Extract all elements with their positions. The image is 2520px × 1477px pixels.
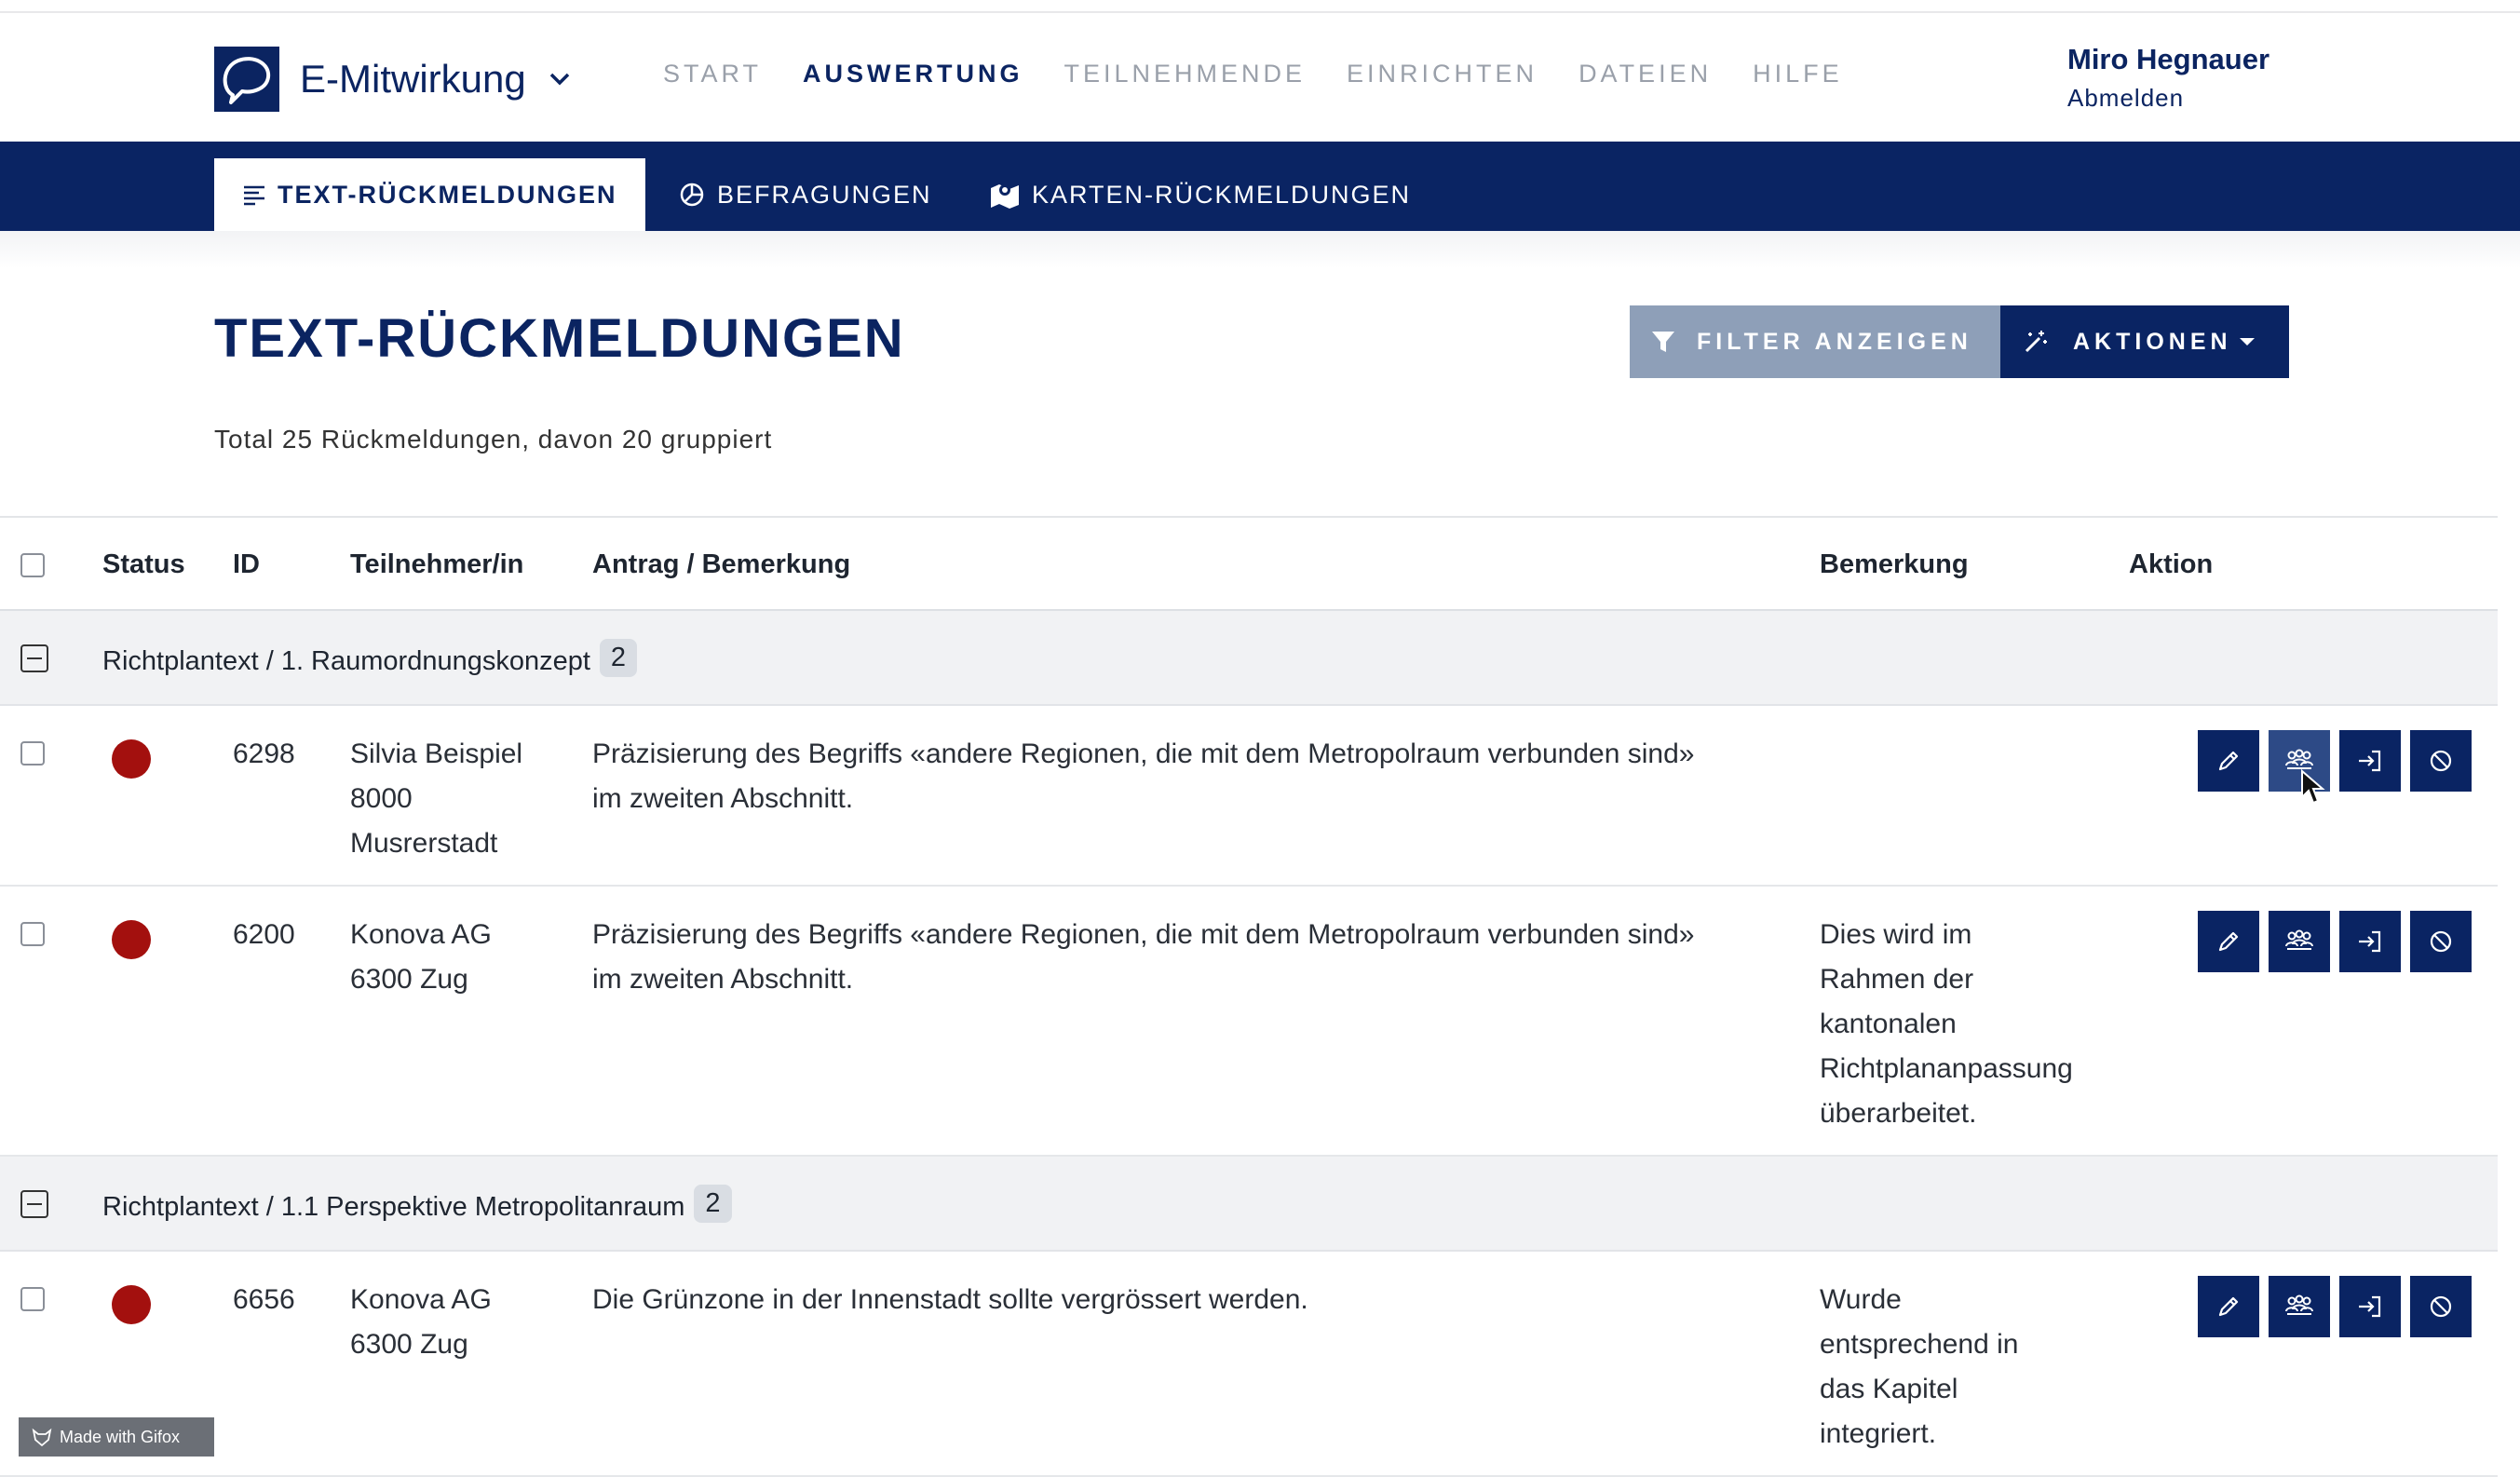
row-motion: [592, 913, 1694, 1002]
participant-name: Konova AG: [350, 919, 492, 950]
tab-label: KARTEN-RÜCKMELDUNGEN: [1032, 180, 1412, 209]
participant-zip: 8000: [350, 783, 413, 814]
pencil-icon: [2215, 928, 2242, 955]
users-icon: [2283, 1293, 2315, 1321]
filter-button[interactable]: [1630, 305, 2000, 378]
user-name: Miro Hegnauer: [2067, 43, 2270, 75]
motion-line: Präzisierung des Begriffs «andere Regionen, die mit dem Metropolraum verbunden sind»: [592, 919, 1695, 950]
row-motion: [592, 1278, 1308, 1322]
row-actions: [2198, 911, 2472, 972]
motion-line: im zweiten Abschnitt.: [592, 964, 854, 995]
col-remark[interactable]: Bemerkung: [1820, 549, 1969, 579]
tab-label: TEXT-RÜCKMELDUNGEN: [278, 180, 617, 209]
row-checkbox[interactable]: [20, 922, 45, 946]
row-actions: [2198, 730, 2472, 792]
actions-dropdown-button[interactable]: [2000, 305, 2289, 378]
watermark-text: Made with Gifox: [60, 1427, 181, 1446]
row-checkbox[interactable]: [20, 741, 45, 766]
select-all-checkbox[interactable]: [20, 553, 45, 577]
row-motion: [592, 732, 1694, 821]
remark-line: Rahmen der: [1820, 964, 1974, 995]
tab-befragungen[interactable]: [650, 158, 960, 231]
row-remark: [1820, 1278, 2019, 1457]
collapse-toggle[interactable]: [20, 1190, 48, 1218]
participant-zip: 6300 Zug: [350, 1329, 468, 1360]
list-icon: [242, 183, 266, 206]
remark-line: Dies wird im: [1820, 919, 1972, 950]
remark-line: Wurde: [1820, 1284, 1902, 1315]
sign-in-icon: [2356, 747, 2384, 775]
row-id: 6200: [233, 919, 295, 950]
group-count-badge: 2: [600, 639, 637, 677]
page-title: TEXT-RÜCKMELDUNGEN: [214, 308, 905, 369]
app-switcher[interactable]: [214, 47, 573, 112]
participant-zip: 6300 Zug: [350, 964, 468, 995]
row-remark: [1820, 913, 2073, 1136]
col-action: Aktion: [2129, 549, 2214, 579]
row-actions: [2198, 1276, 2472, 1337]
chevron-down-icon: [547, 66, 573, 92]
ban-icon: [2427, 1293, 2455, 1321]
content-band: [0, 231, 2520, 268]
nav-auswertung[interactable]: AUSWERTUNG: [803, 60, 1023, 88]
app-header: [0, 15, 2520, 142]
group-title: Richtplantext / 1. Raumordnungskonzept: [102, 646, 590, 676]
table-row: [0, 887, 2498, 1157]
col-status[interactable]: Status: [102, 549, 185, 579]
tab-label: BEFRAGUNGEN: [717, 180, 932, 209]
pencil-icon: [2215, 1293, 2242, 1321]
row-id: 6298: [233, 738, 295, 769]
group-label: [102, 1188, 732, 1226]
sign-in-icon: [2356, 928, 2384, 955]
group-count-badge: 2: [694, 1185, 731, 1223]
magic-wand-icon: [2023, 329, 2049, 355]
row-participant: [350, 1278, 492, 1367]
reject-button[interactable]: [2410, 1276, 2472, 1337]
top-border: [0, 0, 2520, 13]
filter-icon: [1650, 329, 1676, 355]
table-row: [0, 706, 2498, 887]
edit-button[interactable]: [2198, 911, 2259, 972]
participant-city: Musrerstadt: [350, 828, 498, 859]
logout-link[interactable]: Abmelden: [2067, 84, 2185, 112]
remark-line: entsprechend in: [1820, 1329, 2019, 1360]
remark-line: integriert.: [1820, 1418, 1937, 1449]
user-menu: [2067, 43, 2269, 113]
motion-line: im zweiten Abschnitt.: [592, 783, 854, 814]
status-indicator: [112, 739, 151, 779]
reject-button[interactable]: [2410, 911, 2472, 972]
remark-line: das Kapitel: [1820, 1374, 1958, 1404]
table-header: [0, 516, 2498, 611]
row-id: 6656: [233, 1284, 295, 1315]
pencil-icon: [2215, 747, 2242, 775]
tab-text-rueckmeldungen[interactable]: [214, 158, 645, 231]
actions-label: AKTIONEN: [2073, 328, 2232, 355]
nav-einrichten[interactable]: EINRICHTEN: [1347, 60, 1538, 88]
participant-name: Konova AG: [350, 1284, 492, 1315]
app-name: E-Mitwirkung: [300, 57, 526, 101]
main-nav: [663, 60, 1843, 88]
users-icon: [2283, 928, 2315, 955]
logo-icon: [214, 47, 279, 112]
remark-line: überarbeitet.: [1820, 1098, 1977, 1129]
result-summary: Total 25 Rückmeldungen, davon 20 gruppiert: [214, 425, 773, 454]
ban-icon: [2427, 928, 2455, 955]
edit-button[interactable]: [2198, 1276, 2259, 1337]
group-button[interactable]: [2269, 911, 2330, 972]
nav-teilnehmende[interactable]: TEILNEHMENDE: [1064, 60, 1307, 88]
pie-chart-icon: [678, 181, 706, 209]
collapse-toggle[interactable]: [20, 644, 48, 672]
row-participant: [350, 732, 522, 866]
remark-line: Richtplananpassung: [1820, 1053, 2073, 1084]
col-motion[interactable]: Antrag / Bemerkung: [592, 549, 851, 579]
nav-hilfe[interactable]: HILFE: [1753, 60, 1843, 88]
ban-icon: [2427, 747, 2455, 775]
sign-in-icon: [2356, 1293, 2384, 1321]
nav-start[interactable]: START: [663, 60, 763, 88]
group-row: [0, 1157, 2498, 1252]
mouse-cursor-icon: [2300, 769, 2326, 806]
nav-dateien[interactable]: DATEIEN: [1578, 60, 1713, 88]
caret-down-icon: [2240, 338, 2255, 346]
participant-name: Silvia Beispiel: [350, 738, 523, 769]
assign-button[interactable]: [2339, 1276, 2401, 1337]
edit-button[interactable]: [2198, 730, 2259, 792]
tab-karten-rueckmeldungen[interactable]: [961, 158, 1439, 231]
group-title: Richtplantext / 1.1 Perspektive Metropolitanraum: [102, 1192, 685, 1222]
assign-button[interactable]: [2339, 911, 2401, 972]
sub-nav: [0, 142, 2520, 231]
remark-line: kantonalen: [1820, 1009, 1957, 1039]
reject-button[interactable]: [2410, 730, 2472, 792]
filter-label: FILTER ANZEIGEN: [1697, 328, 1972, 355]
row-participant: [350, 913, 492, 1002]
col-id[interactable]: ID: [233, 549, 260, 579]
group-row: [0, 611, 2498, 706]
motion-line: Die Grünzone in der Innenstadt sollte vergrössert werden.: [592, 1284, 1308, 1315]
group-button[interactable]: [2269, 1276, 2330, 1337]
status-indicator: [112, 920, 151, 959]
table-row: [0, 1252, 2498, 1477]
group-label: [102, 643, 637, 681]
feedback-table: [0, 516, 2498, 1477]
watermark: [19, 1417, 214, 1457]
motion-line: Präzisierung des Begriffs «andere Regionen, die mit dem Metropolraum verbunden sind»: [592, 738, 1695, 769]
col-participant[interactable]: Teilnehmer/in: [350, 549, 524, 579]
map-icon: [989, 181, 1021, 209]
fox-icon: [32, 1427, 52, 1447]
assign-button[interactable]: [2339, 730, 2401, 792]
status-indicator: [112, 1285, 151, 1324]
row-checkbox[interactable]: [20, 1287, 45, 1311]
